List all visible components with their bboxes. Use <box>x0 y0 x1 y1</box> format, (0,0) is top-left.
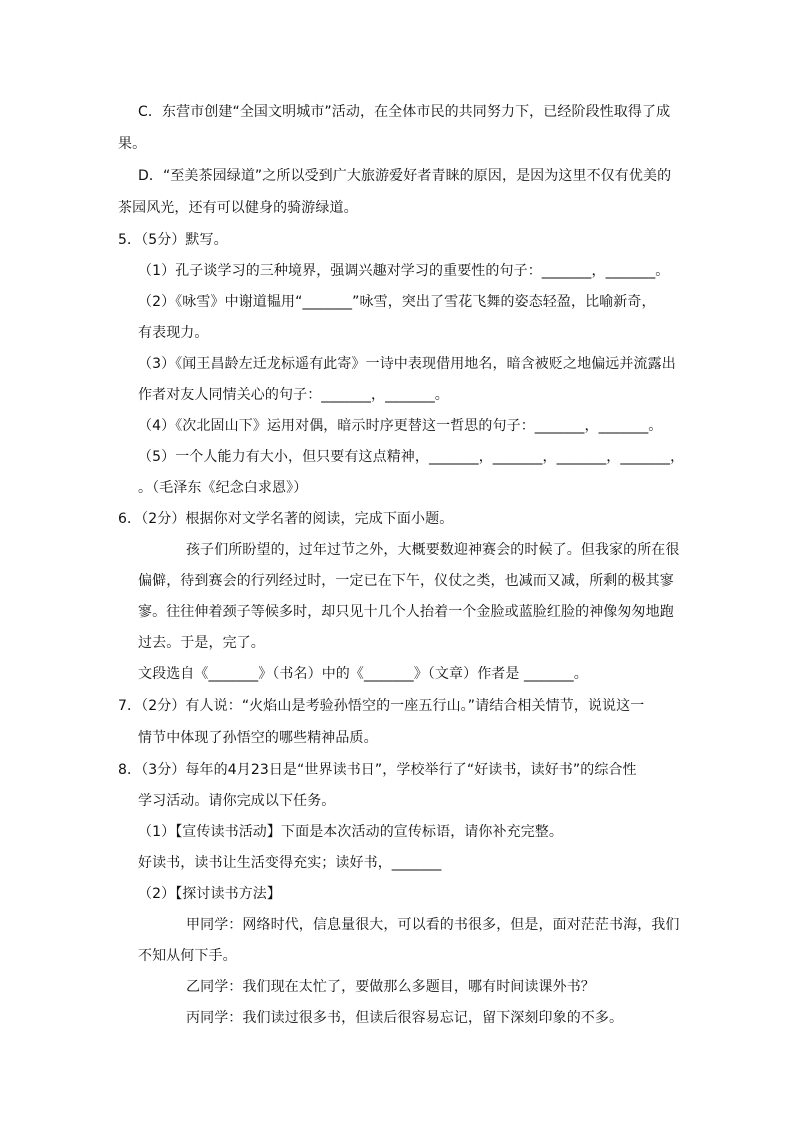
question-6-fill-blank: 文段选自《_______》（书名）中的《_______》（文章）作者是 _______。 <box>138 666 588 682</box>
passage-6-line-2: 偏僻，待到赛会的行列经过时，一定已在下午，仪仗之类，也减而又减，所剩的极其寥 <box>138 573 674 589</box>
question-5-title: 5．（5分）默写。 <box>118 232 228 248</box>
option-c-line-1: C．东营市创建“全国文明城市”活动，在全体市民的共同努力下，已经阶段性取得了成 <box>138 104 671 120</box>
question-8-line-1: 8．（3分）每年的4月23日是“世界读书日”，学校举行了“好读书，读好书”的综合性 <box>118 762 637 778</box>
student-b-line: 乙同学：我们现在太忙了，要做那么多题目，哪有时间读课外书？ <box>186 979 595 995</box>
question-5-item-3-line-2: 作者对友人同情关心的句子：_______，_______。 <box>138 387 449 403</box>
question-6-title: 6．（2分）根据你对文学名著的阅读，完成下面小题。 <box>118 511 454 527</box>
passage-6-line-1: 孩子们所盼望的，过年过节之外，大概要数迎神赛会的时候了。但我家的所在很 <box>186 542 680 558</box>
passage-6-line-3: 寥。往往伸着颈子等候多时，却只见十几个人抬着一个金脸或蓝脸红脸的神像匆匆地跑 <box>138 604 674 620</box>
question-5-item-2-line-1: （2）《咏雪》中谢道韫用“_______”咏雪，突出了雪花飞舞的姿态轻盈，比喻新奇， <box>138 294 656 310</box>
question-8-item-1: （1）【宣传读书活动】下面是本次活动的宣传标语，请你补充完整。 <box>138 824 564 840</box>
question-5-item-5-line-2: 。（毛泽东《纪念白求恩》） <box>138 480 308 496</box>
question-8-item-2: （2）【探讨读书方法】 <box>138 886 282 902</box>
question-8-line-2: 学习活动。请你完成以下任务。 <box>138 793 336 809</box>
student-a-line-1: 甲同学：网络时代，信息量很大，可以看的书很多，但是，面对茫茫书海，我们 <box>186 917 680 933</box>
question-5-item-4: （4）《次北固山下》运用对偶，暗示时序更替这一哲思的句子：_______，_______。 <box>138 418 663 434</box>
question-5-item-5-line-1: （5）一个人能力有大小，但只要有这点精神，_______，_______，_______，_______， <box>138 449 685 465</box>
student-c-line: 丙同学：我们读过很多书，但读后很容易忘记，留下深刻印象的不多。 <box>186 1010 624 1026</box>
option-d-line-1: D．“至美茶园绿道”之所以受到广大旅游爱好者青睐的原因，是因为这里不仅有优美的 <box>138 168 672 184</box>
passage-6-line-4: 过去。于是，完了。 <box>138 635 265 651</box>
question-5-item-3-line-1: （3）《闻王昌龄左迁龙标遥有此寄》一诗中表现借用地名，暗含被贬之地偏远并流露出 <box>138 356 676 372</box>
question-7-line-1: 7．（2分）有人说：“火焰山是考验孙悟空的一座五行山。”请结合相关情节，说说这一 <box>118 698 645 714</box>
student-a-line-2: 不知从何下手。 <box>138 948 237 964</box>
question-7-line-2: 情节中体现了孙悟空的哪些精神品质。 <box>138 730 378 746</box>
option-d-line-2: 茶园风光，还有可以健身的骑游绿道。 <box>118 200 358 216</box>
question-5-item-1: （1）孔子谈学习的三种境界，强调兴趣对学习的重要性的句子：_______，_______。 <box>138 263 670 279</box>
option-c-line-2: 果。 <box>118 136 147 152</box>
question-5-item-2-line-2: 有表现力。 <box>138 325 209 341</box>
question-8-item-1-slogan: 好读书，读书让生活变得充实；读好书，_______ <box>138 855 442 871</box>
